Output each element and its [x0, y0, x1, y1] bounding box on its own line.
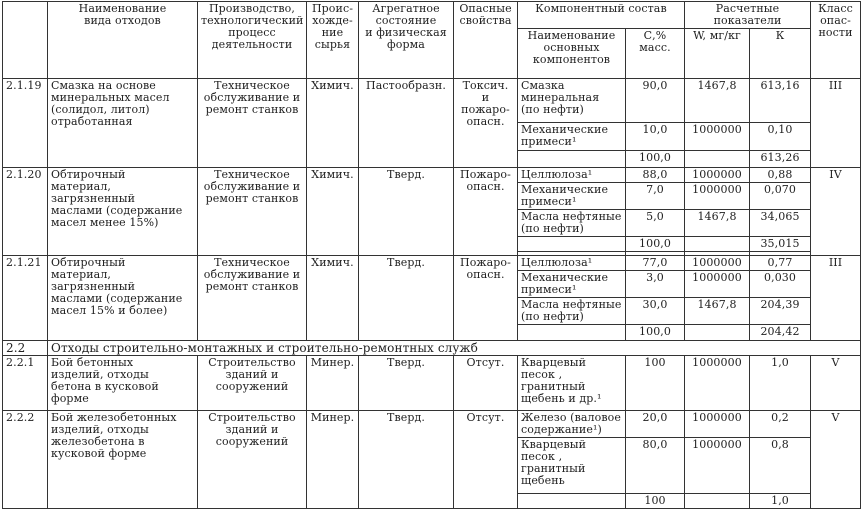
component-w: 1000000: [685, 183, 750, 210]
header-name: Наименование вида отходов: [48, 2, 198, 79]
waste-origin: Химич.: [307, 256, 359, 341]
component-name: Железо (валовое содержание¹): [518, 411, 626, 438]
waste-props: Пожаро- опасн.: [454, 168, 518, 256]
component-name: Механические примеси¹: [518, 271, 626, 298]
waste-process: Строительство зданий и сооружений: [198, 356, 307, 411]
component-k: 1,0: [750, 356, 811, 411]
waste-props: Отсут.: [454, 356, 518, 411]
header-calc: Расчетные показатели: [685, 2, 811, 29]
waste-code: 2.1.21: [3, 256, 48, 341]
total-w: [685, 494, 750, 509]
hazard-class: III: [811, 79, 861, 168]
total-w: [685, 325, 750, 341]
total-k: 1,0: [750, 494, 811, 509]
waste-origin: Химич.: [307, 168, 359, 256]
header-production: Производство, технологический процесс деятельности: [198, 2, 307, 79]
component-w: 1000000: [685, 271, 750, 298]
component-name: Целлюлоза¹: [518, 256, 626, 271]
table-row: [3, 168, 861, 183]
component-w: 1000000: [685, 356, 750, 411]
waste-state: Тверд.: [359, 168, 454, 256]
hazard-class: IV: [811, 168, 861, 256]
component-w: 1467,8: [685, 210, 750, 237]
section-code: 2.2: [3, 341, 48, 356]
component-w: 1000000: [685, 438, 750, 494]
component-k: 0,030: [750, 271, 811, 298]
component-name: Масла нефтяные (по нефти): [518, 298, 626, 325]
total-w: [685, 237, 750, 252]
component-content: 20,0: [626, 411, 685, 438]
component-content: 10,0: [626, 123, 685, 151]
waste-name: Смазка на основе минеральных масел (солидол, литол) отработанная: [48, 79, 198, 168]
header-component-name: Наименование основных компонентов: [518, 29, 626, 79]
component-w: 1000000: [685, 168, 750, 183]
component-name: Механические примеси¹: [518, 123, 626, 151]
component-w: 1000000: [685, 411, 750, 438]
waste-name: Бой бетонных изделий, отходы бетона в кусковой форме: [48, 356, 198, 411]
section-title: Отходы строительно-монтажных и строительно-ремонтных служб: [48, 341, 861, 356]
waste-code: 2.1.19: [3, 79, 48, 168]
component-content: 80,0: [626, 438, 685, 494]
component-k: 0,88: [750, 168, 811, 183]
header-w: W, мг/кг: [685, 29, 750, 79]
total-content: 100,0: [626, 151, 685, 168]
component-name: [518, 325, 626, 341]
total-k: 35,015: [750, 237, 811, 252]
hazard-class: V: [811, 411, 861, 509]
waste-props: Токсич. и пожаро- опасн.: [454, 79, 518, 168]
component-name: Масла нефтяные (по нефти): [518, 210, 626, 237]
component-content: 90,0: [626, 79, 685, 123]
header-composition: Компонентный состав: [518, 2, 685, 29]
waste-name: Обтирочный материал, загрязненный маслами (содержание масел 15% и более): [48, 256, 198, 341]
header-k: К: [750, 29, 811, 79]
waste-classification-table: [2, 1, 861, 509]
component-k: 0,070: [750, 183, 811, 210]
table-row: [3, 256, 861, 271]
waste-origin: Химич.: [307, 79, 359, 168]
waste-process: Техническое обслуживание и ремонт станков: [198, 168, 307, 256]
component-name: Кварцевый песок , гранитный щебень и др.¹: [518, 356, 626, 411]
waste-state: Тверд.: [359, 256, 454, 341]
component-name: [518, 151, 626, 168]
component-w: 1467,8: [685, 298, 750, 325]
component-content: 88,0: [626, 168, 685, 183]
total-content: 100,0: [626, 325, 685, 341]
total-k: 613,26: [750, 151, 811, 168]
waste-process: Техническое обслуживание и ремонт станков: [198, 256, 307, 341]
component-name: Целлюлоза¹: [518, 168, 626, 183]
component-name: Механические примеси¹: [518, 183, 626, 210]
waste-origin: Минер.: [307, 356, 359, 411]
section-row: [3, 341, 861, 356]
component-content: 5,0: [626, 210, 685, 237]
header-hazard-props: Опасные свойства: [454, 2, 518, 79]
component-content: 7,0: [626, 183, 685, 210]
header-origin: Проис- хожде- ние сырья: [307, 2, 359, 79]
component-name: Смазка минеральная (по нефти): [518, 79, 626, 123]
component-k: 0,2: [750, 411, 811, 438]
component-content: 3,0: [626, 271, 685, 298]
component-w: 1000000: [685, 256, 750, 271]
waste-origin: Минер.: [307, 411, 359, 509]
component-k: 0,8: [750, 438, 811, 494]
waste-state: Пастообразн.: [359, 79, 454, 168]
component-k: 204,39: [750, 298, 811, 325]
component-content: 77,0: [626, 256, 685, 271]
total-content: 100,0: [626, 237, 685, 252]
component-k: 0,77: [750, 256, 811, 271]
component-name: [518, 237, 626, 252]
component-name: Кварцевый песок , гранитный щебень: [518, 438, 626, 494]
component-k: 34,065: [750, 210, 811, 237]
waste-props: Пожаро- опасн.: [454, 256, 518, 341]
waste-name: Бой железобетонных изделий, отходы железобетона в кусковой форме: [48, 411, 198, 509]
total-k: 204,42: [750, 325, 811, 341]
component-w: 1000000: [685, 123, 750, 151]
waste-code: 2.1.20: [3, 168, 48, 256]
component-content: 30,0: [626, 298, 685, 325]
waste-state: Тверд.: [359, 356, 454, 411]
hazard-class: III: [811, 256, 861, 341]
table-row: [3, 79, 861, 123]
total-w: [685, 151, 750, 168]
waste-process: Техническое обслуживание и ремонт станков: [198, 79, 307, 168]
header-content: С,% масс.: [626, 29, 685, 79]
table-row: [3, 356, 861, 411]
waste-process: Строительство зданий и сооружений: [198, 411, 307, 509]
total-content: 100: [626, 494, 685, 509]
waste-state: Тверд.: [359, 411, 454, 509]
component-name: [518, 494, 626, 509]
hazard-class: V: [811, 356, 861, 411]
header-hazard-class: Класс опас- ности: [811, 2, 861, 79]
waste-code: 2.2.1: [3, 356, 48, 411]
waste-code: 2.2.2: [3, 411, 48, 509]
component-w: 1467,8: [685, 79, 750, 123]
header-state: Агрегатное состояние и физическая форма: [359, 2, 454, 79]
component-k: 0,10: [750, 123, 811, 151]
header-code: [3, 2, 48, 79]
component-content: 100: [626, 356, 685, 411]
table-row: [3, 411, 861, 438]
waste-name: Обтирочный материал, загрязненный маслами (содержание масел менее 15%): [48, 168, 198, 256]
waste-props: Отсут.: [454, 411, 518, 509]
component-k: 613,16: [750, 79, 811, 123]
